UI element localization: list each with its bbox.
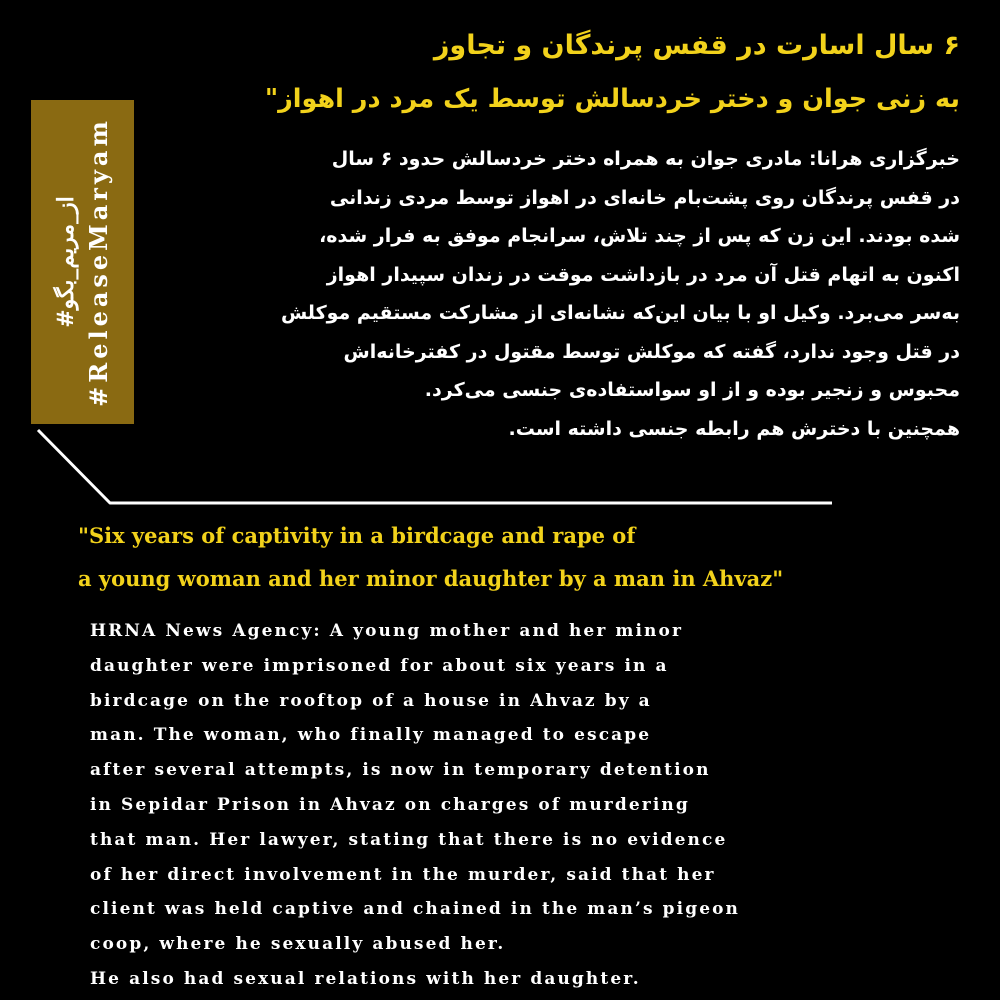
english-body-line: of her direct involvement in the murder, said that her xyxy=(90,864,716,885)
persian-title-line-2: به زنی جوان و دختر خردسالش توسط یک مرد در اهواز" xyxy=(264,84,960,114)
persian-title-line-1: ۶ سال اسارت در قفس پرندگان و تجاوز xyxy=(433,30,960,61)
english-body-line: that man. Her lawyer, stating that there is no evidence xyxy=(90,829,728,850)
english-body-line: birdcage on the rooftop of a house in Ahvaz by a xyxy=(90,690,652,711)
english-title-line-1: "Six years of captivity in a birdcage and rape of xyxy=(78,523,636,548)
persian-body-line: اکنون به اتهام قتل آن مرد در بازداشت موقت در زندان سپیدار اهواز xyxy=(326,263,960,286)
english-body-line: HRNA News Agency: A young mother and her minor xyxy=(90,621,684,641)
persian-body-line: همچنین با دخترش هم رابطه جنسی داشته است. xyxy=(508,417,960,440)
english-body-line: in Sepidar Prison in Ahvaz on charges of murdering xyxy=(90,794,690,815)
english-body xyxy=(90,614,850,997)
english-body-line: He also had sexual relations with her daughter. xyxy=(90,968,641,989)
persian-body-line: به‌سر می‌برد. وکیل او با بیان این‌که نشانه‌ای از مشارکت مستقیم موکلش xyxy=(280,302,960,324)
english-body-line: coop, where he sexually abused her. xyxy=(90,934,506,955)
hashtag-english: #ReleaseMaryam xyxy=(83,117,113,407)
english-body-line: man. The woman, who finally managed to escape xyxy=(90,725,652,746)
persian-body-line: خبرگزاری هرانا: مادری جوان به همراه دختر خردسالش حدود ۶ سال xyxy=(331,148,960,170)
persian-body-line: در قفس پرندگان روی پشت‌بام خانه‌ای در اهواز توسط مردی زندانی xyxy=(329,186,960,209)
english-body-line: after several attempts, is now in temporary detention xyxy=(90,760,711,781)
persian-body-line: در قتل وجود ندارد، گفته که موکلش توسط مقتول در کفترخانه‌اش xyxy=(343,340,960,363)
persian-body-line: محبوس و زنجیر بوده و از او سواستفاده‌ی جنسی می‌کرد. xyxy=(424,379,960,401)
persian-body-line: شده بودند. این زن که پس از چند تلاش، سرانجام موفق به فرار شده، xyxy=(319,225,960,247)
english-body-line: daughter were imprisoned for about six years in a xyxy=(90,655,669,676)
english-body-line: client was held captive and chained in the man’s pigeon xyxy=(90,899,741,920)
connector-line-path xyxy=(38,430,832,503)
english-title-line-2: a young woman and her minor daughter by a man in Ahvaz" xyxy=(78,566,784,591)
hashtag-persian: #از_مریم_بگو xyxy=(52,196,79,328)
